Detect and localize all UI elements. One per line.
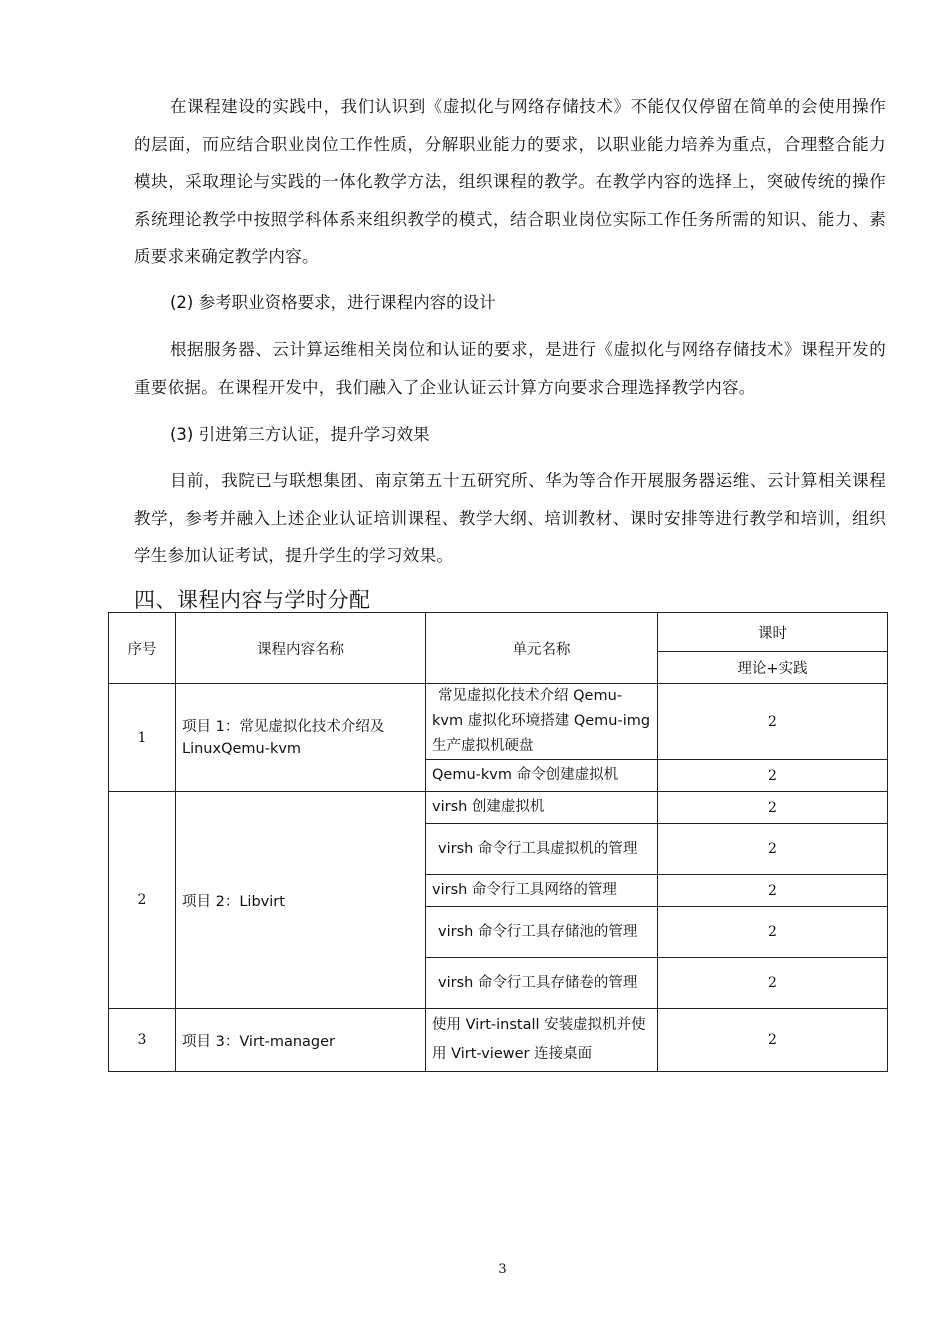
table-row <box>109 684 888 760</box>
page-number: 3 <box>498 1262 507 1277</box>
unit-name: 常见虚拟化技术介绍 Qemu-kvm 虚拟化环境搭建 Qemu-img 生产虚拟机硬盘 <box>426 684 658 760</box>
course-hours-table <box>108 612 888 1072</box>
unit-hours: 2 <box>658 907 888 958</box>
project-name: 项目 2：Libvirt <box>176 792 426 1009</box>
paragraph-third-party: 目前，我院已与联想集团、南京第五十五研究所、华为等合作开展服务器运维、云计算相关课程教学，参考并融入上述企业认证培训课程、教学大纲、培训教材、课时安排等进行教学和培训，组织学生参加认证考试，提升学生的学习效果。 <box>134 471 886 565</box>
unit-hours: 2 <box>658 792 888 824</box>
table-row <box>109 792 888 824</box>
unit-name: virsh 命令行工具存储卷的管理 <box>426 958 658 1009</box>
unit-hours: 2 <box>658 875 888 907</box>
unit-name: virsh 命令行工具虚拟机的管理 <box>426 824 658 875</box>
paragraph-course-practice: 在课程建设的实践中，我们认识到《虚拟化与网络存储技术》不能仅仅停留在简单的会使用操作的层面，而应结合职业岗位工作性质，分解职业能力的要求，以职业能力培养为重点，合理整合能力模块，采取理论与实践的一体化教学方法，组织课程的教学。在教学内容的选择上，突破传统的操作系统理论教学中按照学科体系来组织教学的模式，结合职业岗位实际工作任务所需的知识、能力、素质要求来确定教学内容。 <box>134 97 886 266</box>
project-seq: 2 <box>109 792 176 1009</box>
paragraph-certification-basis: 根据服务器、云计算运维相关岗位和认证的要求，是进行《虚拟化与网络存储技术》课程开发的重要依据。在课程开发中，我们融入了企业认证云计算方向要求合理选择教学内容。 <box>134 340 886 397</box>
project-seq: 3 <box>109 1009 176 1072</box>
header-seq: 序号 <box>109 613 176 684</box>
header-hours: 课时 <box>658 613 888 652</box>
subheading-2: (2) 参考职业资格要求，进行课程内容的设计 <box>170 293 496 312</box>
unit-hours: 2 <box>658 760 888 792</box>
unit-hours: 2 <box>658 958 888 1009</box>
header-hours-sub: 理论+实践 <box>658 652 888 684</box>
project-name: 项目 3：Virt-manager <box>176 1009 426 1072</box>
unit-name: virsh 命令行工具网络的管理 <box>426 875 658 907</box>
unit-name: 使用 Virt-install 安装虚拟机并使用 Virt-viewer 连接桌面 <box>426 1009 658 1072</box>
header-content: 课程内容名称 <box>176 613 426 684</box>
subheading-3: (3) 引进第三方认证，提升学习效果 <box>170 425 430 444</box>
project-name: 项目 1：常见虚拟化技术介绍及 LinuxQemu-kvm <box>176 684 426 792</box>
unit-name: Qemu-kvm 命令创建虚拟机 <box>426 760 658 792</box>
unit-hours: 2 <box>658 824 888 875</box>
header-unit: 单元名称 <box>426 613 658 684</box>
project-seq: 1 <box>109 684 176 792</box>
table-row <box>109 1009 888 1072</box>
unit-hours: 2 <box>658 684 888 760</box>
unit-name: virsh 命令行工具存储池的管理 <box>426 907 658 958</box>
section-title: 四、课程内容与学时分配 <box>134 588 371 612</box>
unit-hours: 2 <box>658 1009 888 1072</box>
unit-name: virsh 创建虚拟机 <box>426 792 658 824</box>
